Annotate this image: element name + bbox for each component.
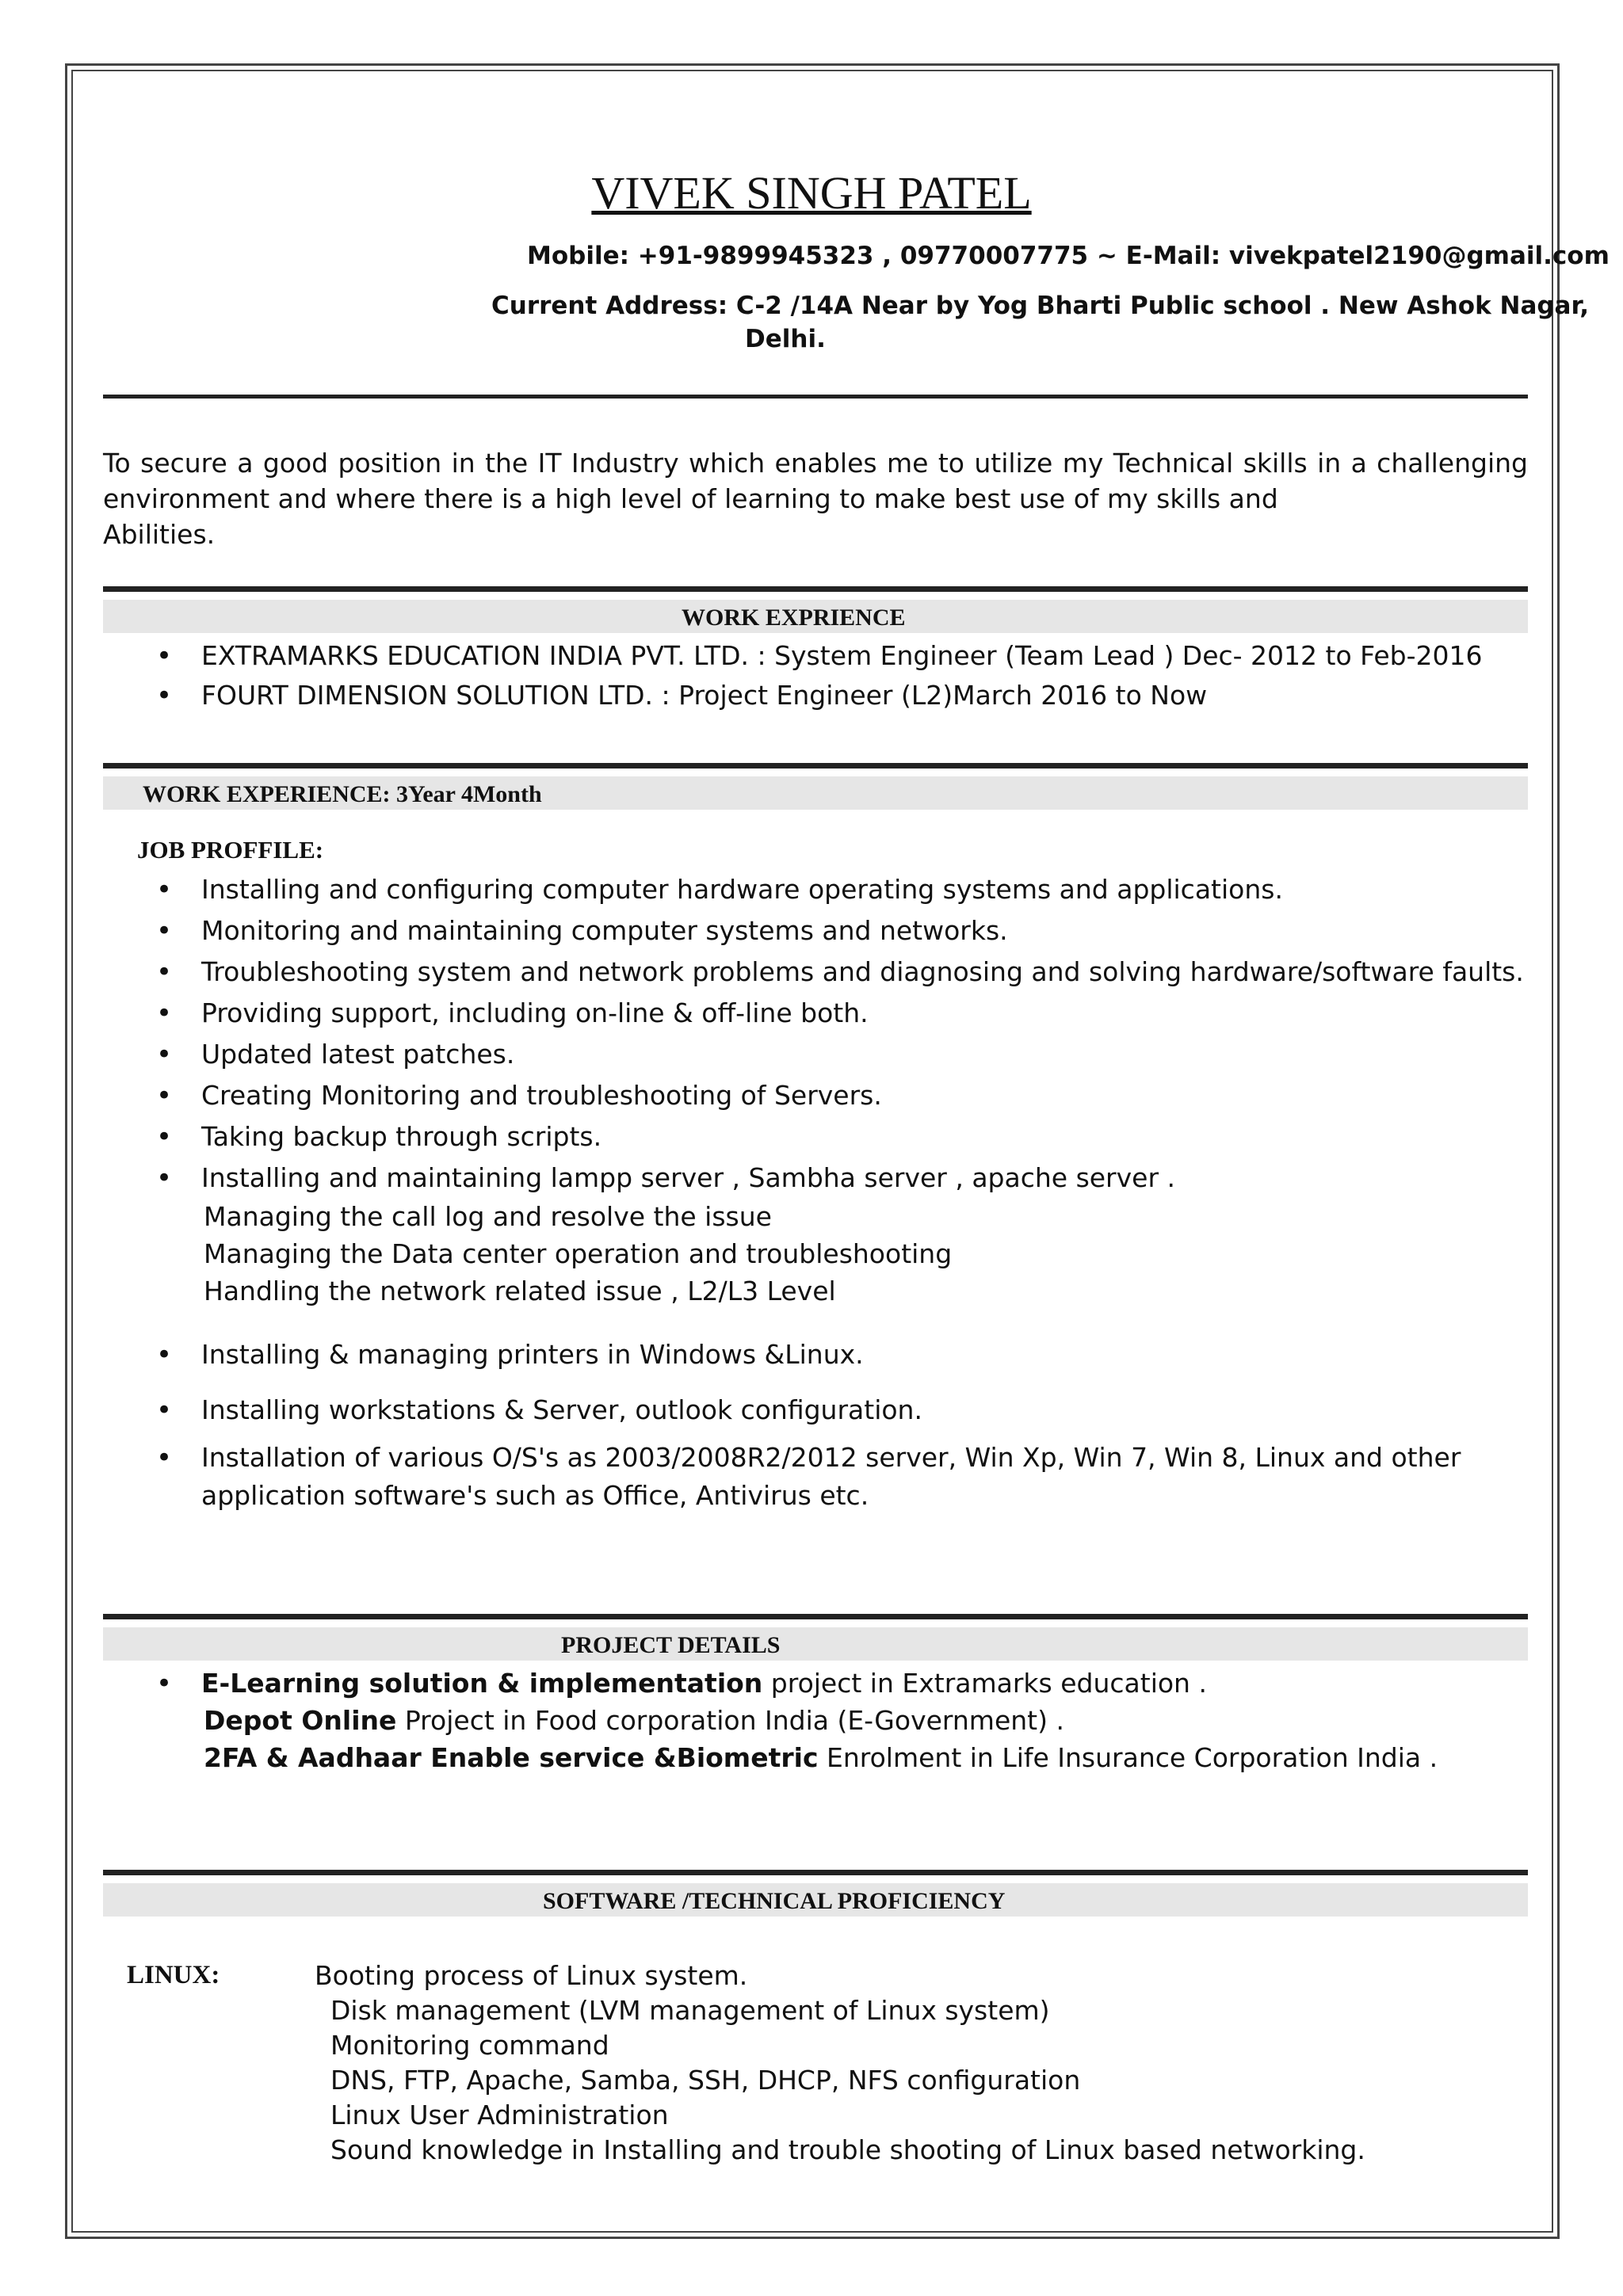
work-item: • EXTRAMARKS EDUCATION INDIA PVT. LTD. : System Engineer (Team Lead ) Dec- 2012 to Feb-2016	[156, 636, 1482, 676]
linux-skill: Monitoring command	[330, 2030, 609, 2061]
experience-section-title: WORK EXPERIENCE: 3Year 4Month	[143, 781, 542, 807]
linux-label: LINUX:	[127, 1961, 220, 1989]
job-item: • Taking backup through scripts.	[156, 1116, 1524, 1158]
project-line	[204, 1705, 1064, 1736]
project-name: E-Learning solution & implementation	[201, 1668, 763, 1699]
job-item: • Monitoring and maintaining computer systems and networks.	[156, 910, 1524, 952]
linux-skill: Sound knowledge in Installing and trouble shooting of Linux based networking.	[330, 2134, 1365, 2165]
project-line	[204, 1742, 1438, 1773]
project-description: project in Extramarks education .	[762, 1668, 1207, 1699]
linux-skill: Disk management (LVM management of Linux system)	[330, 1995, 1050, 2026]
header-divider	[103, 395, 1528, 399]
job-item-os-line-1: Installation of various O/S's as 2003/2008R2/2012 server, Win Xp, Win 7, Win 8, Linux and other	[201, 1442, 1461, 1473]
project-list	[156, 1664, 1207, 1703]
job-item: • Installing & managing printers in Windows &Linux.	[156, 1327, 922, 1383]
job-item: • Installing and maintaining lampp server , Sambha server , apache server .	[156, 1158, 1524, 1199]
objective-line-1: To secure a good position in the IT Industry which enables me to utilize my Technical skills in a challenging	[103, 448, 1528, 479]
candidate-name: VIVEK SINGH PATEL	[591, 167, 1032, 219]
project-name: Depot Online	[204, 1705, 397, 1736]
project-section-rule	[103, 1614, 1528, 1619]
job-continuation-line: Managing the call log and resolve the issue	[204, 1201, 772, 1232]
objective	[103, 445, 1528, 552]
job-profile-label: JOB PROFFILE:	[137, 836, 324, 864]
job-item-os-line-2: application software's such as Office, Antivirus etc.	[201, 1480, 869, 1511]
project-description: Enrolment in Life Insurance Corporation India .	[818, 1742, 1438, 1773]
proficiency-section-rule	[103, 1870, 1528, 1875]
work-list	[156, 636, 1482, 715]
experience-section-rule	[103, 763, 1528, 769]
contact-line: Mobile: +91-9899945323 , 09770007775 ~ E-Mail: vivekpatel2190@gmail.com	[527, 242, 1610, 270]
work-section-band	[103, 600, 1528, 633]
linux-skill: DNS, FTP, Apache, Samba, SSH, DHCP, NFS configuration	[330, 2065, 1081, 2096]
job-continuation-line: Handling the network related issue , L2/L3 Level	[204, 1276, 836, 1306]
job-item: • Installing workstations & Server, outlook configuration.	[156, 1383, 922, 1438]
proficiency-section-title: SOFTWARE /TECHNICAL PROFICIENCY	[543, 1888, 1006, 1914]
objective-line-2: environment and where there is a high level of learning to make best use of my skills and	[103, 483, 1278, 514]
work-section-rule	[103, 586, 1528, 592]
work-item: • FOURT DIMENSION SOLUTION LTD. : Project Engineer (L2)March 2016 to Now	[156, 676, 1482, 715]
project-item	[156, 1664, 1207, 1703]
job-item: • Updated latest patches.	[156, 1034, 1524, 1075]
project-name: 2FA & Aadhaar Enable service &Biometric	[204, 1742, 819, 1773]
project-description: Project in Food corporation India (E-Government) .	[396, 1705, 1064, 1736]
job-profile-list	[156, 869, 1524, 1199]
job-profile-list-2	[156, 1327, 922, 1438]
job-item: • Troubleshooting system and network problems and diagnosing and solving hardware/software faults.	[156, 952, 1524, 993]
job-continuation-line: Managing the Data center operation and troubleshooting	[204, 1238, 953, 1269]
job-item: • Creating Monitoring and troubleshooting of Servers.	[156, 1075, 1524, 1116]
linux-skill: Booting process of Linux system.	[315, 1960, 748, 1991]
linux-skill: Linux User Administration	[330, 2100, 669, 2130]
project-section-band	[103, 1627, 1528, 1661]
job-item-os	[156, 1439, 1461, 1515]
work-section-title: WORK EXPRIENCE	[682, 605, 906, 631]
job-profile-list-3	[156, 1439, 1461, 1515]
job-item: • Providing support, including on-line & off-line both.	[156, 993, 1524, 1034]
address-line-2: Delhi.	[745, 325, 826, 353]
project-section-title: PROJECT DETAILS	[561, 1632, 781, 1658]
proficiency-section-band	[103, 1883, 1528, 1917]
experience-section-band	[103, 776, 1528, 810]
job-item: • Installing and configuring computer hardware operating systems and applications.	[156, 869, 1524, 910]
address-line-1: Current Address: C-2 /14A Near by Yog Bharti Public school . New Ashok Nagar,	[491, 292, 1589, 320]
objective-line-3: Abilities.	[103, 519, 216, 550]
